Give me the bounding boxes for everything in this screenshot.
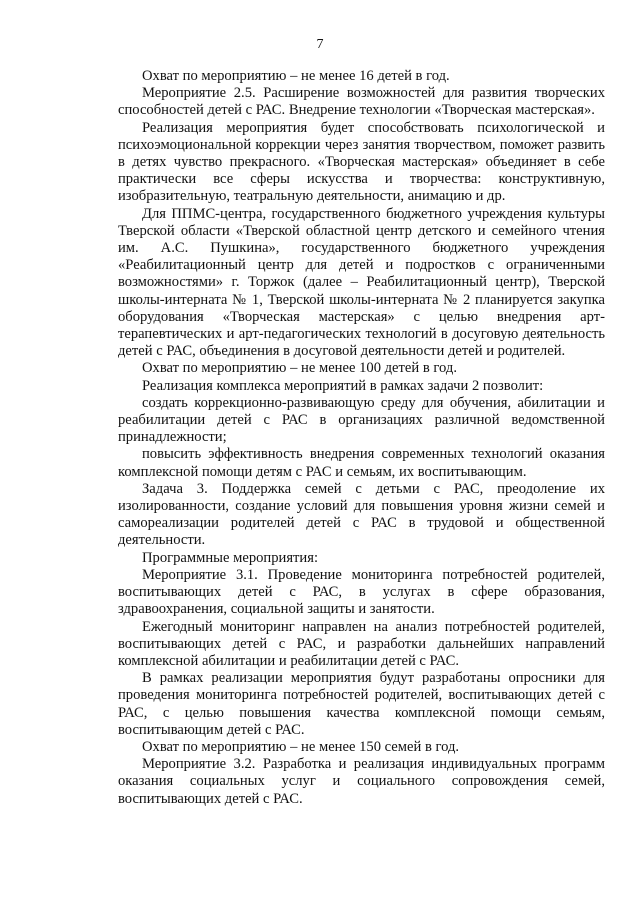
paragraph-coverage-100: Охват по мероприятию – не менее 100 детей в год. <box>142 360 457 377</box>
paragraph-annual-monitoring: Ежегодный мониторинг направлен на анализ потребностей родителей, воспитывающих детей с РАС, и разработки дальнейших направлений комплексной абилитации и реабилитации детей с РАС. <box>118 618 605 669</box>
paragraph-measure-3-1: Мероприятие 3.1. Проведение мониторинга потребностей родителей, воспитывающих детей с РАС, в услугах в сфере образования, здравоохранения, социальной защиты и занятости. <box>118 566 605 618</box>
paragraph-task-2-result-1: создать коррекционно-развивающую среду для обучения, абилитации и реабилитации детей с РАС в организациях различной ведомственной принадлежности; <box>118 394 605 446</box>
paragraph-coverage-150: Охват по мероприятию – не менее 150 семей в год. <box>142 738 460 755</box>
paragraph-measure-3-2: Мероприятие 3.2. Разработка и реализация индивидуальных программ оказания социальных услуг и социального сопровождения семей, воспитывающих детей с РАС. <box>118 756 605 807</box>
paragraph-measure-2-5-description: Реализация мероприятия будет способствовать психологической и психоэмоциональной коррекции через занятия творчеством, поможет развить в детях чувство прекрасного. «Творческая мастерская» объединяет в себе практически все сферы искусства и творчества: конструктивную, изобразительную, театральную деятельности, анимацию и др. <box>118 119 605 205</box>
paragraph-coverage-16: Охват по мероприятию – не менее 16 детей в год. <box>142 68 450 84</box>
paragraph-questionnaires: В рамках реализации мероприятия будут разработаны опросники для проведения мониторинга потребностей родителей, воспитывающих детей с РАС, с целью повышения качества комплексной помощи семьям, воспитывающим детей с РАС. <box>118 670 605 738</box>
paragraph-program-measures: Программные мероприятия: <box>142 549 318 566</box>
paragraph-task-3: Задача 3. Поддержка семей с детьми с РАС, преодоление их изолированности, создание условий для повышения уровня жизни семей и самореализации родителей детей с РАС в трудовой и общественной деятельности. <box>118 480 605 549</box>
page-number: 7 <box>316 37 324 52</box>
paragraph-equipment-purchase: Для ППМС-центра, государственного бюджетного учреждения культуры Тверской области «Тверской областной центр детского и семейного чтения им. А.С. Пушкина», государственного бюджетного учреждения «Реабилитационный центр для детей и подростков с ограниченными возможностями» г. Торжок (далее – Реабилитационный центр), Тверской школы-интерната № 1, Тверской школы-интерната № 2 планируется закупка оборудования «Творческая мастерская» с целью внедрения арт-терапевтических и арт-педагогических технологий в досуговую деятельность детей с РАС, объединения в досуговой деятельности детей и родителей. <box>118 205 605 360</box>
paragraph-task-2-result-2: повысить эффективность внедрения современных технологий оказания комплексной помощи детям с РАС и семьям, их воспитывающим. <box>118 446 605 480</box>
paragraph-task-2-results-intro: Реализация комплекса мероприятий в рамках задачи 2 позволит: <box>142 377 544 394</box>
body-text <box>118 68 605 808</box>
paragraph-measure-2-5: Мероприятие 2.5. Расширение возможностей для развития творческих способностей детей с РАС. Внедрение технологии «Творческая мастерская». <box>118 85 605 119</box>
